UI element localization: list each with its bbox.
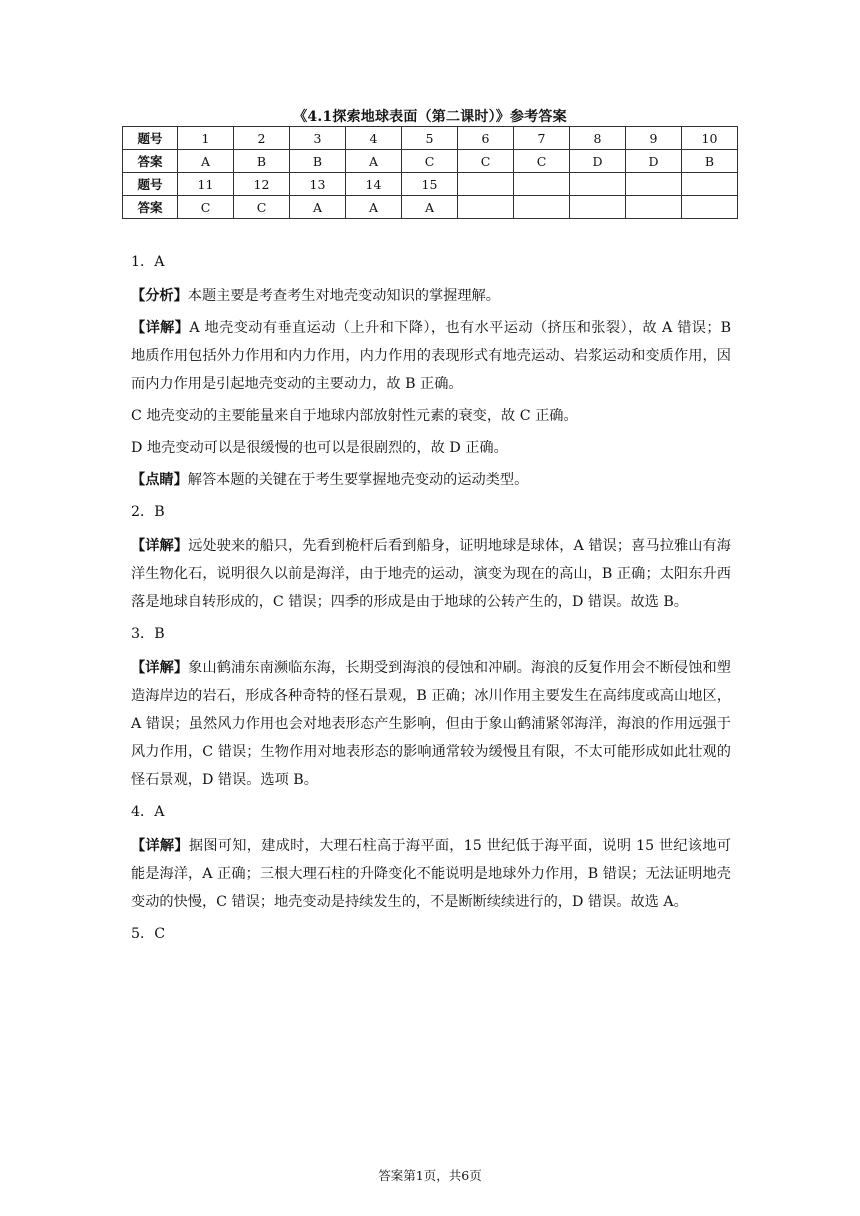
table-cell: 3 bbox=[290, 127, 346, 150]
table-cell: D bbox=[570, 150, 626, 173]
table-cell: A bbox=[346, 150, 402, 173]
q1-comment bbox=[131, 466, 731, 494]
table-cell: 13 bbox=[290, 173, 346, 196]
table-cell bbox=[682, 173, 738, 196]
table-cell: 12 bbox=[234, 173, 290, 196]
table-cell: 9 bbox=[626, 127, 682, 150]
q2-detail bbox=[131, 532, 731, 616]
table-cell bbox=[514, 173, 570, 196]
table-cell bbox=[570, 196, 626, 219]
q1-line-c: C 地壳变动的主要能量来自于地球内部放射性元素的衰变，故 C 正确。 bbox=[131, 408, 578, 424]
table-cell: A bbox=[178, 150, 234, 173]
table-cell: A bbox=[402, 196, 458, 219]
table-cell: 1 bbox=[178, 127, 234, 150]
row-header: 题号 bbox=[123, 127, 178, 150]
q1-number: 1．A bbox=[131, 254, 165, 270]
table-cell bbox=[458, 173, 514, 196]
q4-detail-text: 据图可知，建成时，大理石柱高于海平面，15 世纪低于海平面，说明 15 世纪该地可能是海洋，A 正确；三根大理石柱的升降变化不能说明是地球外力作用，B 错误；无法证明地壳变动的快慢，C 错误；地壳变动是持续发生的，不是断断续续进行的，D 错误。故选 A。 bbox=[131, 838, 731, 910]
q5-number: 5．C bbox=[131, 926, 166, 942]
table-cell bbox=[682, 196, 738, 219]
explanations bbox=[131, 248, 731, 954]
q3-detail bbox=[131, 654, 731, 794]
table-cell: C bbox=[458, 150, 514, 173]
table-cell bbox=[626, 196, 682, 219]
table-cell: 8 bbox=[570, 127, 626, 150]
table-cell: A bbox=[346, 196, 402, 219]
analysis-tag: 【分析】 bbox=[131, 288, 188, 304]
table-cell: 15 bbox=[402, 173, 458, 196]
table-cell bbox=[570, 173, 626, 196]
comment-tag: 【点睛】 bbox=[131, 472, 188, 488]
row-header: 答案 bbox=[123, 150, 178, 173]
detail-tag: 【详解】 bbox=[131, 320, 190, 336]
q1-analysis-text: 本题主要是考查考生对地壳变动知识的掌握理解。 bbox=[187, 288, 500, 304]
row-header: 题号 bbox=[123, 173, 178, 196]
answer-table-row bbox=[123, 173, 738, 196]
table-cell: 2 bbox=[234, 127, 290, 150]
q4-detail bbox=[131, 832, 731, 916]
q2-detail-text: 远处驶来的船只，先看到桅杆后看到船身，证明地球是球体，A 错误；喜马拉雅山有海洋生物化石，说明很久以前是海洋，由于地壳的运动，演变为现在的高山，B 正确；太阳东升西落是地球自转形成的，C 错误；四季的形成是由于地球的公转产生的，D 错误。故选 B。 bbox=[131, 538, 731, 610]
table-cell bbox=[514, 196, 570, 219]
table-cell: 7 bbox=[514, 127, 570, 150]
q1-detail bbox=[131, 314, 731, 398]
q3-detail-text: 象山鹤浦东南濒临东海，长期受到海浪的侵蚀和冲刷。海浪的反复作用会不断侵蚀和塑造海岸边的岩石，形成各种奇特的怪石景观，B 正确；冰川作用主要发生在高纬度或高山地区，A 错误；虽然风力作用也会对地表形态产生影响，但由于象山鹤浦紧邻海洋，海浪的作用远强于风力作用，C 错误；生物作用对地表形态的影响通常较为缓慢且有限，不太可能形成如此壮观的怪石景观，D 错误。选项 B。 bbox=[131, 660, 731, 788]
q1-comment-text: 解答本题的关键在于考生要掌握地壳变动的运动类型。 bbox=[187, 472, 529, 488]
detail-tag: 【详解】 bbox=[131, 838, 189, 854]
table-cell: C bbox=[234, 196, 290, 219]
table-cell bbox=[458, 196, 514, 219]
row-header: 答案 bbox=[123, 196, 178, 219]
page-footer: 答案第1页，共6页 bbox=[378, 1168, 482, 1183]
q3-number: 3．B bbox=[131, 626, 165, 642]
q4-number: 4．A bbox=[131, 804, 165, 820]
answer-table-row bbox=[123, 150, 738, 173]
table-cell: 10 bbox=[682, 127, 738, 150]
table-cell: C bbox=[402, 150, 458, 173]
detail-tag: 【详解】 bbox=[131, 660, 189, 676]
table-cell: 5 bbox=[402, 127, 458, 150]
answer-table-row bbox=[123, 196, 738, 219]
q1-analysis bbox=[131, 282, 731, 310]
q1-line-d: D 地壳变动可以是很缓慢的也可以是很剧烈的，故 D 正确。 bbox=[131, 440, 508, 456]
table-cell: D bbox=[626, 150, 682, 173]
answer-table-row bbox=[123, 127, 738, 150]
q2-number: 2．B bbox=[131, 504, 165, 520]
table-cell: 4 bbox=[346, 127, 402, 150]
table-cell: B bbox=[682, 150, 738, 173]
table-cell: 14 bbox=[346, 173, 402, 196]
table-cell: C bbox=[178, 196, 234, 219]
table-cell: 11 bbox=[178, 173, 234, 196]
table-cell: A bbox=[290, 196, 346, 219]
table-cell: B bbox=[290, 150, 346, 173]
table-cell: B bbox=[234, 150, 290, 173]
q1-detail-text: A 地壳变动有垂直运动（上升和下降），也有水平运动（挤压和张裂），故 A 错误；B 地质作用包括外力作用和内力作用，内力作用的表现形式有地壳运动、岩浆运动和变质作用，因而内力作用是引起地壳变动的主要动力，故 B 正确。 bbox=[131, 320, 731, 392]
table-cell: 6 bbox=[458, 127, 514, 150]
table-cell bbox=[626, 173, 682, 196]
answer-table bbox=[122, 126, 738, 219]
table-cell: C bbox=[514, 150, 570, 173]
detail-tag: 【详解】 bbox=[131, 538, 189, 554]
page-title: 《4.1探索地球表面（第二课时）》参考答案 bbox=[293, 109, 567, 125]
